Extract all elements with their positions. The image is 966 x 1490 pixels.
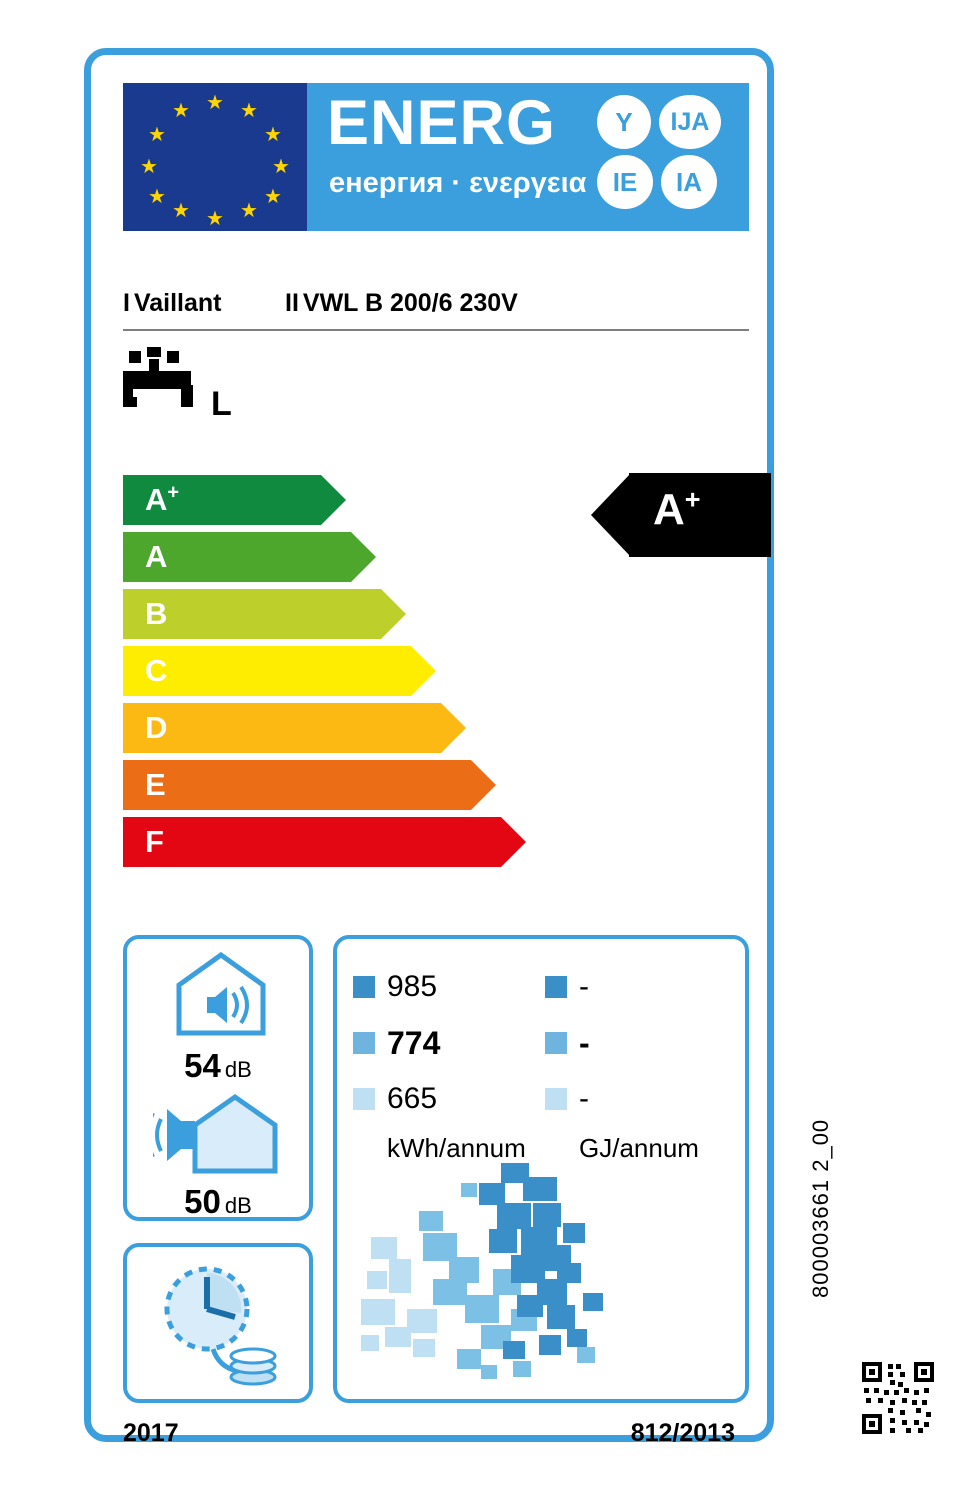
consumption-cell-left [353,970,545,1004]
scale-bar-c [123,646,543,696]
speaker-indoor-icon [173,951,269,1037]
label-card [8,8,938,1482]
consumption-row [353,959,737,1015]
qr-code-icon [860,1360,936,1436]
consumption-cell-right [545,1082,737,1116]
unit-kwh: kWh/annum [387,1133,526,1163]
document-code: 800003661 2_00 [808,1118,833,1298]
scale-label-e: E [145,767,166,802]
scale-label-f: F [145,824,164,859]
energ-subtitle: енергия · ενεργεια [329,167,587,199]
energ-banner [307,83,749,231]
rating-arrow [591,473,771,557]
supplier-name-text: Vaillant [133,289,222,317]
energ-wordmark: ENERG [327,88,557,158]
eu-flag-icon: ★ ★ ★ ★ ★ ★ ★ ★ ★ ★ ★ ★ [123,83,307,231]
scale-label-a-plus: A+ [145,481,180,517]
legend-square-cold [353,976,375,998]
energ-circle-ia: IA [661,155,717,209]
legend-square-warm-gj [545,1088,567,1110]
gj-value-cold: - [579,970,589,1003]
scale-bar-d [123,703,543,753]
model-name-text: VWL B 200/6 230V [302,289,518,317]
speaker-outdoor-icon [153,1091,283,1175]
outdoor-noise-value: 50 dB [184,1183,252,1220]
rating-class-text: A+ [653,484,701,534]
legend-square-average-gj [545,1032,567,1054]
consumption-cell-right [545,970,737,1004]
load-profile-block [123,345,323,425]
kwh-value-average: 774 [387,1024,441,1061]
label-header [123,83,749,231]
gj-value-warm: - [579,1082,589,1115]
energ-circle-y: Y [597,95,651,149]
consumption-cell-left [353,1025,545,1062]
regulation-number: 812/2013 [630,1419,735,1447]
energ-circle-ie: IE [597,155,653,209]
consumption-row [353,1015,737,1071]
supplier-model-row [123,287,749,331]
consumption-box [333,935,749,1403]
consumption-row [353,1071,737,1127]
efficiency-scale [123,475,543,874]
supplier-name [123,289,222,318]
legend-square-cold-gj [545,976,567,998]
consumption-cell-left [353,1082,545,1116]
marker-one: I [123,289,130,317]
noise-box [123,935,313,1221]
marker-two: II [285,289,299,317]
offpeak-box [123,1243,313,1403]
label-frame [84,48,774,1447]
eu-map-icon [361,1159,731,1389]
kwh-value-cold: 985 [387,970,438,1003]
load-profile-letter: L [211,385,232,423]
consumption-cell-right [545,1025,737,1062]
scale-bar-a-plus [123,475,543,525]
scale-bar-f [123,817,543,867]
unit-gj: GJ/annum [579,1133,699,1163]
scale-bar-a [123,532,543,582]
scale-label-b: B [145,596,168,631]
energ-language-circles [589,93,739,221]
legend-square-warm [353,1088,375,1110]
model-name [285,289,518,318]
scale-bar-e [123,760,543,810]
gj-value-average: - [579,1024,590,1061]
label-year: 2017 [123,1419,179,1447]
rating-arrow-tip [591,473,631,557]
legend-square-average [353,1032,375,1054]
scale-bar-b [123,589,543,639]
consumption-rows [353,959,737,1164]
energ-circle-ija: IJA [659,95,721,149]
scale-label-d: D [145,710,168,745]
kwh-value-warm: 665 [387,1082,438,1115]
scale-label-c: C [145,653,168,688]
clock-coins-icon [149,1261,289,1391]
scale-label-a: A [145,539,168,574]
indoor-noise-value: 54 dB [184,1047,252,1084]
